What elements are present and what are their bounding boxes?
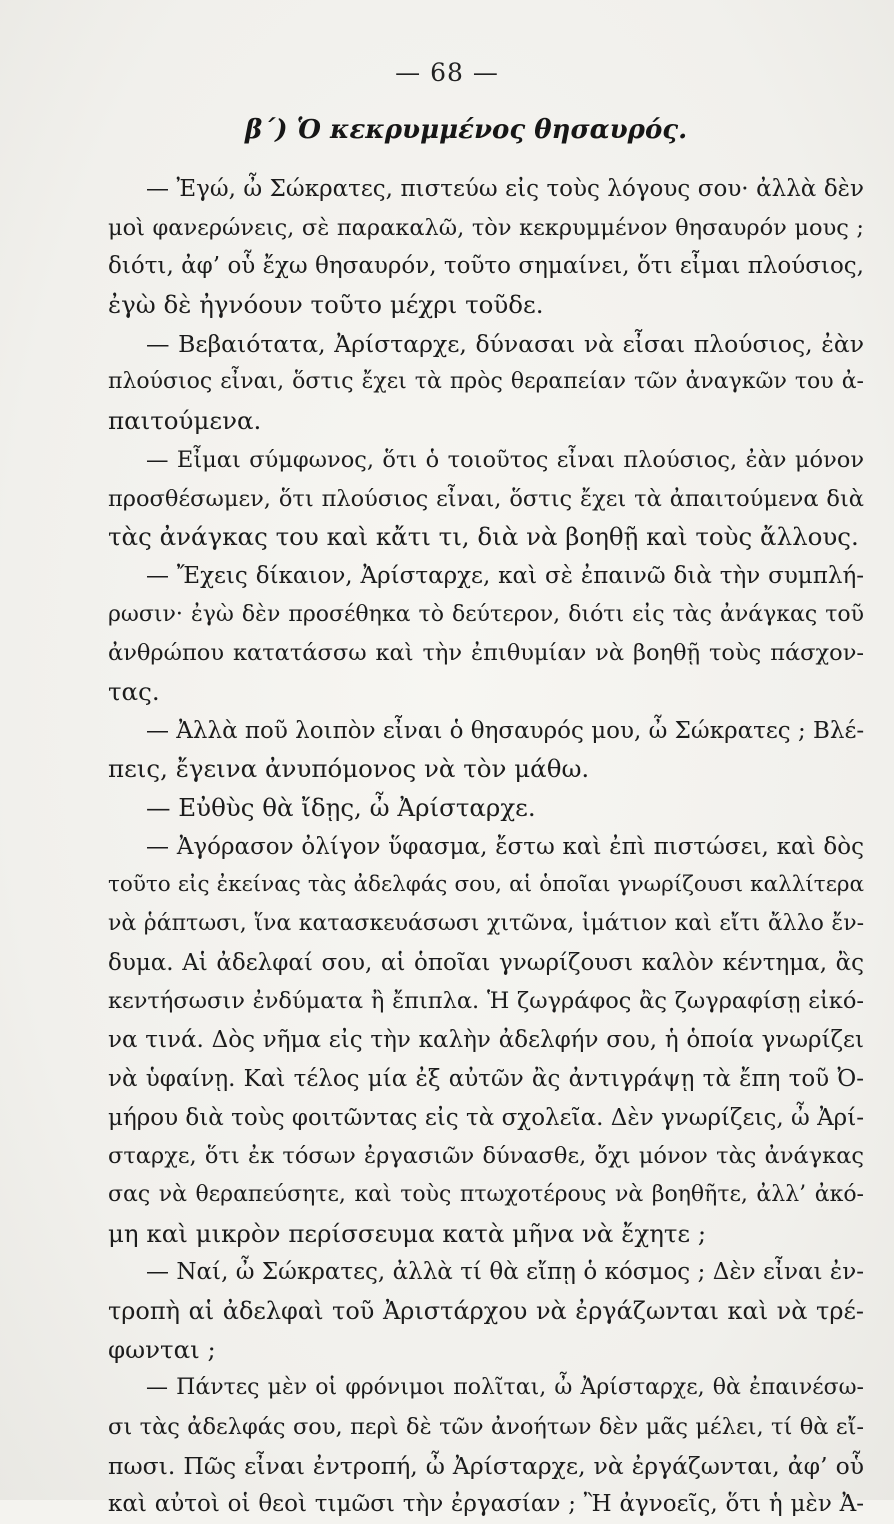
body-text bbox=[108, 170, 864, 1524]
text-line: — Ἀλλὰ ποῦ λοιπὸν εἶναι ὁ θησαυρός μου, ὦ Σώκρατες ; Βλέ- bbox=[146, 717, 864, 744]
text-line: παιτούμενα. bbox=[108, 406, 262, 436]
text-line: τοῦτο εἰς ἐκείνας τὰς ἀδελφάς σου, αἱ ὁποῖαι γνωρίζουσι καλλίτερα bbox=[108, 872, 864, 898]
text-line: — Ναί, ὦ Σώκρατες, ἀλλὰ τί θὰ εἴπῃ ὁ κόσμος ; Δὲν εἶναι ἐν- bbox=[146, 1259, 864, 1286]
text-line: διότι, ἀφ’ οὗ ἔχω θησαυρόν, τοῦτο σημαίνει, ὅτι εἶμαι πλούσιος, bbox=[108, 253, 864, 280]
text-line: πεις, ἔγεινα ἀνυπόμονος νὰ τὸν μάθω. bbox=[108, 754, 590, 784]
text-line: να τινά. Δὸς νῆμα εἰς τὴν καλὴν ἀδελφήν σου, ἡ ὁποία γνωρίζει bbox=[108, 1027, 864, 1054]
text-line: σας νὰ θεραπεύσητε, καὶ τοὺς πτωχοτέρους νὰ βοηθῆτε, ἀλλ’ ἀκό- bbox=[108, 1181, 864, 1207]
text-line: νὰ ὑφαίνῃ. Καὶ τέλος μία ἐξ αὐτῶν ἂς ἀντιγράψῃ τὰ ἔπη τοῦ Ὀ- bbox=[108, 1065, 864, 1092]
text-line: ρωσιν· ἐγὼ δὲν προσέθηκα τὸ δεύτερον, διότι εἰς τὰς ἀνάγκας τοῦ bbox=[108, 601, 864, 627]
text-line: — Βεβαιότατα, Ἀρίσταρχε, δύνασαι νὰ εἶσαι πλούσιος, ἐὰν bbox=[146, 329, 864, 358]
text-line: — Πάντες μὲν οἱ φρόνιμοι πολῖται, ὦ Ἀρίσταρχε, θὰ ἐπαινέσω- bbox=[146, 1375, 864, 1401]
text-line: μήρου διὰ τοὺς φοιτῶντας εἰς τὰ σχολεῖα. Δὲν γνωρίζεις, ὦ Ἀρί- bbox=[108, 1104, 864, 1131]
text-line: σι τὰς ἀδελφάς σου, περὶ δὲ τῶν ἀνοήτων δὲν μᾶς μέλει, τί θὰ εἴ- bbox=[108, 1414, 864, 1440]
text-line: μοὶ φανερώνεις, σὲ παρακαλῶ, τὸν κεκρυμμένον θησαυρόν μους ; bbox=[108, 214, 864, 241]
text-line: ἐγὼ δὲ ἠγνόουν τοῦτο μέχρι τοῦδε. bbox=[108, 290, 544, 320]
text-line: — Ἔχεις δίκαιον, Ἀρίσταρχε, καὶ σὲ ἐπαινῶ διὰ τὴν συμπλή- bbox=[146, 562, 864, 589]
text-line: πωσι. Πῶς εἶναι ἐντροπή, ὦ Ἀρίσταρχε, νὰ ἐργάζωνται, ἀφ’ οὗ bbox=[108, 1451, 864, 1480]
text-line: τας. bbox=[108, 676, 160, 706]
text-line: μη καὶ μικρὸν περίσσευμα κατὰ μῆνα νὰ ἔχητε ; bbox=[108, 1218, 707, 1248]
text-line: τὰς ἀνάγκας του καὶ κἄτι τι, διὰ νὰ βοηθῇ καὶ τοὺς ἄλλους. bbox=[108, 522, 859, 552]
section-heading: β΄) Ὁ κεκρυμμένος θησαυρός. bbox=[245, 115, 688, 145]
text-line: προσθέσωμεν, ὅτι πλούσιος εἶναι, ὅστις ἔχει τὰ ἀπαιτούμενα διὰ bbox=[108, 485, 864, 512]
text-line: τροπὴ αἱ ἀδελφαὶ τοῦ Ἀριστάρχου νὰ ἐργάζωνται καὶ νὰ τρέ- bbox=[108, 1296, 864, 1325]
text-line: — Εἶμαι σύμφωνος, ὅτι ὁ τοιοῦτος εἶναι πλούσιος, ἐὰν μόνον bbox=[146, 446, 864, 473]
text-line: δυμα. Αἱ ἀδελφαί σου, αἱ ὁποῖαι γνωρίζουσι καλὸν κέντημα, ἂς bbox=[108, 949, 864, 976]
text-line: — Ἀγόρασον ὀλίγον ὕφασμα, ἔστω καὶ ἐπὶ πιστώσει, καὶ δὸς bbox=[146, 833, 864, 860]
text-line: καὶ αὐτοὶ οἱ θεοὶ τιμῶσι τὴν ἐργασίαν ; Ἢ ἀγνοεῖς, ὅτι ἡ μὲν Ἀ- bbox=[108, 1491, 864, 1518]
text-line: πλούσιος εἶναι, ὅστις ἔχει τὰ πρὸς θεραπείαν τῶν ἀναγκῶν του ἀ- bbox=[108, 369, 864, 395]
text-line: νὰ ῥάπτωσι, ἵνα κατασκευάσωσι χιτῶνα, ἱμάτιον καὶ εἴτι ἄλλο ἔν- bbox=[108, 911, 864, 937]
text-line: φωνται ; bbox=[108, 1334, 216, 1364]
text-line: σταρχε, ὅτι ἐκ τόσων ἐργασιῶν δύνασθε, ὄχι μόνον τὰς ἀνάγκας bbox=[108, 1143, 864, 1170]
page-number: — 68 — bbox=[395, 58, 499, 87]
text-line: — Εὐθὺς θὰ ἴδῃς, ὦ Ἀρίσταρχε. bbox=[146, 793, 536, 822]
text-line: ἀνθρώπου κατατάσσω καὶ τὴν ἐπιθυμίαν νὰ βοηθῇ τοὺς πάσχον- bbox=[108, 640, 864, 667]
text-line: — Ἐγώ, ὦ Σώκρατες, πιστεύω εἰς τοὺς λόγους σου· ἀλλὰ δὲν bbox=[146, 176, 864, 202]
text-line: κεντήσωσιν ἐνδύματα ἢ ἔπιπλα. Ἡ ζωγράφος ἂς ζωγραφίσῃ εἰκό- bbox=[108, 988, 864, 1015]
